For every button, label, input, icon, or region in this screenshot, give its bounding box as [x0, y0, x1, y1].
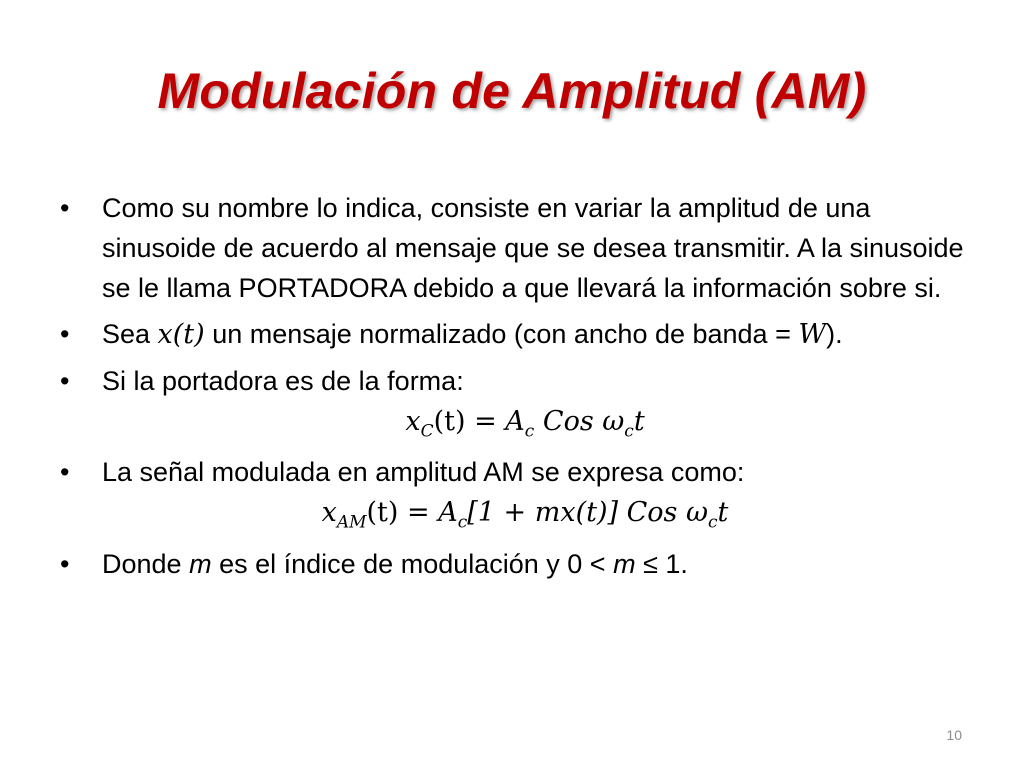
bullet-icon: •	[60, 548, 70, 579]
bullet-text-2-mid: un mensaje normalizado (con ancho de banda =	[204, 319, 799, 349]
bullet-list	[60, 188, 990, 584]
bullet-text-5-post: ≤ 1.	[635, 548, 688, 579]
bullet-icon: •	[60, 366, 70, 396]
bullet-text-5-pre: Donde	[102, 548, 190, 579]
bullet-icon: •	[60, 457, 70, 488]
bullet-item-4	[60, 452, 990, 492]
page-number: 10	[946, 727, 962, 743]
modulation-index-var: m	[189, 548, 212, 579]
bullet-item-3	[60, 361, 990, 401]
bullet-text-1: Como su nombre lo indica, consiste en variar la amplitud de una sinusoide de acuerdo al mensaje que se desea transmitir. A la sinusoide se le llama PORTADORA debido a que llevará la información sobre si.	[102, 193, 964, 303]
bullet-text-2-post: ).	[826, 319, 843, 349]
bullet-text-2-pre: Sea	[102, 319, 158, 349]
bullet-text-5-mid: es el índice de modulación y 0 <	[211, 548, 614, 579]
am-signal-formula: $x_{AM}(t) = A_c[1 + mx(t)]$ Cos $\omega_ct$	[321, 497, 729, 533]
bullet-icon: •	[60, 319, 70, 349]
bullet-text-4: La señal modulada en amplitud AM se expresa como:	[102, 457, 745, 488]
bullet-item-1	[60, 188, 990, 308]
message-variable: x(t)	[157, 319, 205, 350]
bullet-icon: •	[60, 193, 70, 223]
bullet-item-2	[60, 314, 990, 355]
carrier-formula: $x_C(t) = A_c$ Cos $\omega_ct$	[405, 406, 645, 442]
bullet-text-3: Si la portadora es de la forma:	[102, 366, 464, 396]
bandwidth-variable: W	[798, 319, 827, 350]
modulation-index-var-2: m	[613, 548, 636, 579]
slide-title: Modulación de Amplitud (AM)	[157, 63, 867, 119]
bullet-item-5	[60, 544, 990, 584]
